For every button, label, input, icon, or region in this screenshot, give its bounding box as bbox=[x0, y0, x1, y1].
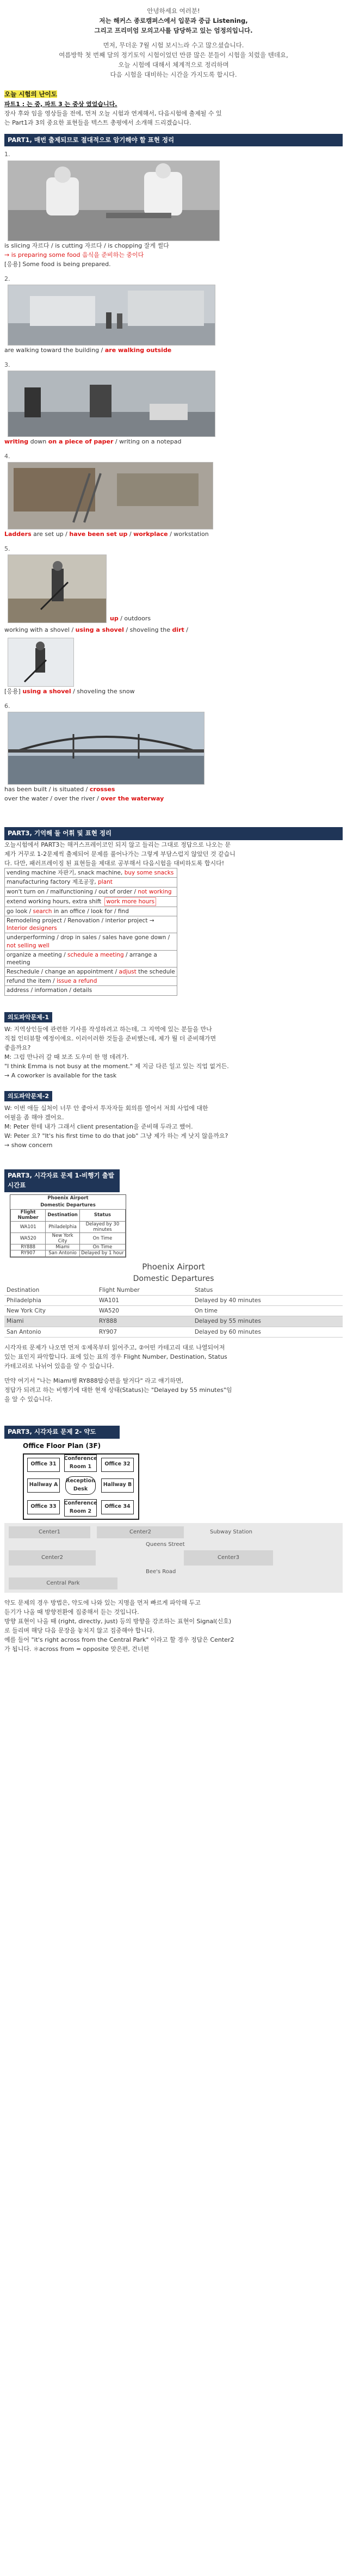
vocab-text: extend working hours, extra shift bbox=[7, 898, 102, 905]
small-flight-title: Phoenix Airport bbox=[47, 1195, 89, 1201]
dialog-line: W: Peter 요? "It's his first time to do that job" 그냥 제가 하는 게 낫지 않을까요? bbox=[4, 1132, 228, 1140]
floor-plan bbox=[23, 1453, 139, 1520]
dialog-answer: → show concern bbox=[4, 1142, 53, 1149]
flight-row bbox=[4, 1306, 343, 1316]
vocab-highlight: adjust bbox=[119, 969, 137, 976]
vocab-cell bbox=[5, 887, 177, 896]
dialog-line: W: 지역상인들에 관련한 기사를 작성하려고 하는데, 그 지역에 있는 분들을 만나 bbox=[4, 1025, 212, 1033]
flight-cell: RY888 bbox=[97, 1316, 193, 1327]
intro-line: 여름방학 첫 번째 달의 정기토익 시험이었던 만큼 많은 분들이 시험을 치렀을 텐데요, bbox=[59, 51, 288, 59]
item-text bbox=[4, 785, 343, 794]
expl-line: 정답가 되려고 하는 비행기에 대한 현재 상태(Status)는 "Delayed by 55 minutes"임 bbox=[4, 1386, 232, 1394]
text-highlight: using a shovel bbox=[75, 626, 124, 633]
vocab-row bbox=[5, 967, 177, 977]
expl-line: 만약 여기서 "나는 Miami행 RY888탑승편을 탈거다" 라고 얘기하면, bbox=[4, 1377, 183, 1385]
flight-header-row bbox=[4, 1285, 343, 1296]
big-flight-grid bbox=[4, 1285, 343, 1338]
map-street-bees-road: Bee's Road bbox=[146, 1568, 176, 1575]
text-highlight: writing bbox=[4, 437, 29, 445]
intro-line: 저는 해커스 종로캠퍼스에서 입문과 중급 Listening, bbox=[99, 16, 248, 24]
intro-line: 그리고 프리미엄 모의고사를 담당하고 있는 엄정의입니다. bbox=[94, 26, 253, 34]
vocab-row bbox=[5, 896, 177, 907]
part3-intro: 다. 다만, 패러프레이징 된 표현들을 제대로 공부해서 다음시험을 대비하도록 합시다! bbox=[4, 860, 225, 867]
text-plain: / outdoors bbox=[118, 614, 151, 622]
vocab-row bbox=[5, 933, 177, 950]
vocab-row bbox=[5, 950, 177, 967]
intro-line: 오늘 시험에 대해서 체계적으로 정리하며 bbox=[118, 61, 229, 69]
dialog-line: M: Peter 한테 내가 그래서 client presentation을 준비해 두라고 했어. bbox=[4, 1123, 193, 1131]
room-conference-1: Conference Room 1 bbox=[64, 1455, 97, 1472]
text-plain: are walking toward the building / bbox=[4, 346, 105, 354]
text-plain: has been built / is situated / bbox=[4, 786, 90, 793]
flight-cell: Miami bbox=[4, 1316, 97, 1327]
small-flight-row bbox=[11, 1244, 126, 1250]
vocab-highlight: Interior designers bbox=[7, 925, 57, 932]
vocab-text: in an office / look for / find bbox=[52, 908, 129, 915]
flight-cell: Delayed by 60 minutes bbox=[193, 1327, 343, 1337]
street-map bbox=[4, 1523, 343, 1593]
flight-row bbox=[4, 1295, 343, 1305]
small-flight-row bbox=[11, 1250, 126, 1256]
item-note bbox=[4, 687, 343, 696]
table-explanation bbox=[4, 1343, 343, 1404]
expl-line: 방향 표현이 나올 때 (right, directly, just) 등의 방향을 강조하는 표현이 Signal(신호) bbox=[4, 1617, 232, 1625]
vocab-highlight: work more hours bbox=[104, 897, 156, 906]
table-section-header: PART3, 시각자료 문제 1-비행기 출발시간표 bbox=[4, 1169, 120, 1192]
item-number: 3. bbox=[4, 361, 10, 368]
photo-bridge bbox=[8, 712, 205, 785]
photo-chef-slicing bbox=[8, 161, 220, 241]
text-plain: over the water / over the river / bbox=[4, 795, 101, 803]
room-office-32: Office 32 bbox=[101, 1458, 134, 1472]
flight-cell: New York City bbox=[4, 1306, 97, 1316]
photo-people-walking bbox=[8, 285, 215, 346]
item-number: 4. bbox=[4, 452, 10, 460]
vocab-highlight: plant bbox=[98, 879, 113, 886]
q1-section bbox=[4, 1009, 343, 1080]
item-text: is slicing 자르다 / is cutting 자르다 / is chopping 잘게 썰다 bbox=[4, 242, 169, 249]
text-highlight: over the waterway bbox=[101, 795, 164, 803]
item-text bbox=[4, 346, 343, 355]
flight-cell: Flight Number bbox=[97, 1285, 193, 1296]
small-flight-subtitle: Domestic Departures bbox=[40, 1202, 96, 1208]
vocab-row bbox=[5, 907, 177, 916]
vocab-text: Reschedule / change an appointment / bbox=[7, 969, 119, 976]
dialog-line: 좋을까요? bbox=[4, 1044, 31, 1051]
vocab-text: manufacturing factory 제조공장, bbox=[7, 879, 98, 886]
room-office-33: Office 33 bbox=[27, 1500, 60, 1514]
dialog-line: W: 이번 애들 십처이 너무 안 좋아서 투자자들 회의를 열어서 저희 사업에 대한 bbox=[4, 1104, 208, 1112]
flight-cell: Philadelphia bbox=[4, 1295, 97, 1305]
small-flight-cell: Destination bbox=[46, 1210, 79, 1221]
item-text bbox=[4, 794, 343, 803]
vocab-cell bbox=[5, 878, 177, 887]
item5-row bbox=[4, 554, 343, 623]
floor-section-header: PART3, 시각자료 문제 2- 약도 bbox=[4, 1426, 120, 1439]
vocab-text: go look / bbox=[7, 908, 33, 915]
item-note: [응용] Some food is being prepared. bbox=[4, 260, 111, 268]
dialog-line: "I think Emma is not busy at the moment." 제 지금 다른 일고 있는 직업 없거든. bbox=[4, 1062, 229, 1070]
vocab-row bbox=[5, 916, 177, 933]
text-plain: / shoveling the snow bbox=[71, 688, 135, 695]
small-flight-cell: New York City bbox=[46, 1232, 79, 1244]
vocab-table bbox=[4, 868, 177, 995]
expl-line: 가 됩니다. ＊across from = opposite 맞은편, 건너편 bbox=[4, 1645, 150, 1653]
item-number: 2. bbox=[4, 275, 10, 282]
flight-cell: Delayed by 40 minutes bbox=[193, 1295, 343, 1305]
vocab-highlight: search bbox=[33, 908, 52, 915]
small-flight-cell: On Time bbox=[79, 1232, 125, 1244]
text-plain: / bbox=[127, 530, 134, 538]
item-number: 1. bbox=[4, 151, 10, 158]
expl-line: 로 들리며 해당 다음 문장을 놓치지 않고 집중해야 합니다. bbox=[4, 1626, 154, 1634]
small-flight-grid bbox=[10, 1209, 126, 1257]
item-number: 5. bbox=[4, 545, 10, 552]
difficulty-line bbox=[4, 100, 343, 109]
part1-header: PART1, 매번 출제되므로 절대적으로 암기해야 할 표현 정리 bbox=[4, 134, 343, 147]
small-flight-cell: Delayed by 1 hour bbox=[79, 1250, 125, 1256]
small-flight-cell: Status bbox=[79, 1210, 125, 1221]
text-plain: are set up / bbox=[31, 530, 70, 538]
photo-ladders bbox=[8, 462, 213, 529]
vocab-row bbox=[5, 977, 177, 986]
room-conference-2: Conference Room 2 bbox=[64, 1499, 97, 1517]
vocab-cell bbox=[5, 933, 177, 950]
vocab-cell bbox=[5, 967, 177, 977]
flight-cell: WA101 bbox=[97, 1295, 193, 1305]
q2-dialog bbox=[4, 1104, 343, 1150]
q1-tag: 의도파악문제-1 bbox=[4, 1012, 52, 1022]
room-office-31: Office 31 bbox=[27, 1458, 60, 1472]
vocab-cell bbox=[5, 986, 177, 995]
text-highlight: are walking outside bbox=[104, 346, 172, 354]
item-text bbox=[4, 529, 343, 539]
summary-body: 는 Part1과 3의 중요한 표현들을 텍스트 총평에서 소개해 드리겠습니다. bbox=[4, 119, 191, 126]
vocab-highlight: schedule a meeting bbox=[67, 951, 124, 958]
expl-line: 듣기가 나올 때 방향전환에 집중해서 듣는 것입니다. bbox=[4, 1608, 139, 1616]
dialog-line: 어필을 좀 해야 겠어요. bbox=[4, 1113, 64, 1121]
item-text bbox=[4, 437, 343, 446]
expl-line: 약도 문제의 경우 방법은, 약도에 나와 있는 지명을 먼저 빠르게 파악해 두고 bbox=[4, 1599, 201, 1606]
small-flight-cell: Miami bbox=[46, 1244, 79, 1250]
text-highlight: workplace bbox=[133, 530, 168, 538]
item-side-text bbox=[110, 614, 151, 623]
flight-row bbox=[4, 1327, 343, 1337]
flight-cell: Status bbox=[193, 1285, 343, 1296]
expl-line: 시각자료 문제가 나오면 먼저 ①제목부터 읽어주고, ②어떤 카테고리 대로 나열되어져 bbox=[4, 1344, 225, 1351]
vocab-cell bbox=[5, 916, 177, 933]
vocab-text: organize a meeting / bbox=[7, 951, 68, 958]
vocab-text: Remodeling project / Renovation / interior project → bbox=[7, 917, 154, 925]
vocab-text: underperforming / drop in sales / sales have gone down / bbox=[7, 934, 170, 941]
small-flight-cell: RY907 bbox=[11, 1250, 46, 1256]
text-highlight: using a shovel bbox=[22, 688, 71, 695]
vocab-highlight: issue a refund bbox=[57, 978, 97, 985]
map-block-center3: Center3 bbox=[184, 1550, 273, 1566]
small-flight-cell: Philadelphia bbox=[46, 1221, 79, 1232]
small-flight-header-row bbox=[11, 1210, 126, 1221]
vocab-cell bbox=[5, 950, 177, 967]
q1-dialog bbox=[4, 1025, 343, 1080]
expl-line: 있는 표인지 파악합니다. 표에 있는 표의 경우 Flight Number, Destination, Status bbox=[4, 1353, 227, 1360]
vocab-cell bbox=[5, 896, 177, 907]
vocab-row bbox=[5, 887, 177, 896]
vocab-text: the schedule bbox=[136, 969, 175, 976]
vocab-text: won't turn on / malfunctioning / out of order / bbox=[7, 888, 138, 895]
hallway-a: Hallway A bbox=[27, 1478, 60, 1493]
small-flight-row bbox=[11, 1221, 126, 1232]
vocab-text: refund the item / bbox=[7, 978, 57, 985]
text-highlight: dirt bbox=[172, 626, 184, 633]
flight-cell: Destination bbox=[4, 1285, 97, 1296]
text-plain: / shoveling the bbox=[123, 626, 172, 633]
text-plain: down bbox=[28, 437, 48, 445]
expl-line: 카테고리로 나뉘어 있음을 알 수 있습니다. bbox=[4, 1363, 114, 1370]
vocab-text: vending machine 자판기, snack machine, bbox=[7, 870, 125, 877]
part3-header: PART3, 기억해 둘 어휘 및 표현 정리 bbox=[4, 827, 343, 840]
vocab-row bbox=[5, 868, 177, 878]
hallway-b: Hallway B bbox=[101, 1478, 134, 1493]
map-block-center2: Center2 bbox=[9, 1550, 96, 1566]
text-plain: / bbox=[184, 626, 189, 633]
summary-section bbox=[4, 90, 343, 127]
map-street-queens: Queens Street bbox=[146, 1541, 185, 1548]
q2-section bbox=[4, 1088, 343, 1150]
item-text bbox=[4, 625, 343, 634]
small-flight-cell: On Time bbox=[79, 1244, 125, 1250]
photo-writing bbox=[8, 371, 215, 437]
intro-line: 다음 시험을 대비하는 시간을 가지도록 합시다. bbox=[110, 70, 237, 78]
part3-intro: 제가 거꾸로 1-2문제씩 출제되어 문제를 풀어나가는 그렇게 부담스럽지 않았던 것 같습니 bbox=[4, 851, 236, 858]
expl-line: 을 알 수 있습니다. bbox=[4, 1396, 53, 1403]
map-block-central-park: Central Park bbox=[9, 1577, 117, 1589]
intro-line: 안녕하세요 여러분! bbox=[147, 7, 200, 15]
vocab-highlight: not selling well bbox=[7, 942, 49, 949]
expl-line: 예를 들어 "it's right across from the Central Park" 이라고 할 경우 정답은 Center2 bbox=[4, 1636, 234, 1643]
vocab-row bbox=[5, 986, 177, 995]
big-flight-table bbox=[4, 1261, 343, 1338]
photo-shovel bbox=[8, 554, 107, 623]
difficulty-level: 는 중, 파트 3 는 중상 였었습니다. bbox=[26, 100, 117, 108]
text-highlight: Ladders bbox=[4, 530, 32, 538]
small-flight-row bbox=[11, 1232, 126, 1244]
dialog-line: 직접 인터뷰할 예정이에요. 이러이러한 것들을 준비했는데, 제가 뭘 더 준비해가면 bbox=[4, 1034, 216, 1042]
text-plain: [응용] bbox=[4, 688, 23, 695]
floor-plan-title: Office Floor Plan (3F) bbox=[23, 1442, 101, 1450]
text-highlight: up bbox=[110, 614, 119, 622]
reception-desk: Reception Desk bbox=[65, 1476, 96, 1495]
dialog-line: M: 그럼 만나러 갈 때 보조 도우미 한 명 데려가. bbox=[4, 1053, 129, 1061]
room-office-34: Office 34 bbox=[101, 1500, 134, 1514]
vocab-text: / arrange a meeting bbox=[7, 951, 157, 966]
item-number: 6. bbox=[4, 702, 10, 710]
vocab-cell bbox=[5, 868, 177, 878]
text-highlight: crosses bbox=[89, 786, 115, 793]
big-flight-subtitle: Domestic Departures bbox=[133, 1274, 214, 1283]
text-highlight: have been set up bbox=[69, 530, 128, 538]
summary-body: 장사 후와 임을 영상들을 전에, 먼저 오늘 시험과 연계해서, 다음시험에 출제될 수 있 bbox=[4, 109, 222, 117]
flight-cell: RY907 bbox=[97, 1327, 193, 1337]
flight-cell: On time bbox=[193, 1306, 343, 1316]
small-flight-cell: WA520 bbox=[11, 1232, 46, 1244]
flight-cell: WA520 bbox=[97, 1306, 193, 1316]
flight-row bbox=[4, 1316, 343, 1327]
difficulty-part: 파트1 : bbox=[4, 100, 25, 108]
small-flight-cell: RY888 bbox=[11, 1244, 46, 1250]
small-flight-cell: Delayed by 30 minutes bbox=[79, 1221, 125, 1232]
text-highlight: on a piece of paper bbox=[48, 437, 114, 445]
map-block-center1: Center1 bbox=[9, 1526, 90, 1538]
flight-cell: Delayed by 55 minutes bbox=[193, 1316, 343, 1327]
flight-cell: San Antonio bbox=[4, 1327, 97, 1337]
intro-line: 먼저, 무더운 7월 시험 보시느라 수고 많으셨습니다. bbox=[103, 41, 244, 50]
vocab-text: address / information / details bbox=[7, 987, 92, 994]
text-plain: working with a shovel / bbox=[4, 626, 76, 633]
map-block-center2-top: Center2 bbox=[97, 1526, 184, 1538]
text-plain: / workstation bbox=[168, 530, 209, 538]
vocab-cell bbox=[5, 907, 177, 916]
dialog-answer: → A coworker is available for the task bbox=[4, 1071, 117, 1079]
photo-snow-shovel bbox=[8, 638, 74, 687]
vocab-highlight: buy some snacks bbox=[124, 870, 174, 877]
big-flight-title: Phoenix Airport bbox=[142, 1261, 205, 1272]
small-flight-cell: San Antonio bbox=[46, 1250, 79, 1256]
floor-explanation bbox=[4, 1598, 343, 1654]
intro bbox=[0, 0, 347, 80]
map-subway-station: Subway Station bbox=[190, 1526, 272, 1538]
text-plain: / writing on a notepad bbox=[113, 437, 182, 445]
part3-intro: 오늘시험에서 PART3는 해커스프레이코인 되지 않고 들리는 그대로 정답으로 나오는 문 bbox=[4, 841, 231, 849]
small-flight-cell: WA101 bbox=[11, 1221, 46, 1232]
vocab-cell bbox=[5, 977, 177, 986]
summary-title: 오늘 시험의 난이도 bbox=[4, 90, 57, 98]
q2-tag: 의도파악문제-2 bbox=[4, 1091, 52, 1101]
vocab-row bbox=[5, 878, 177, 887]
small-flight-table bbox=[10, 1194, 126, 1258]
item-arrow: → is preparing some food 음식을 준비하는 중이다 bbox=[4, 251, 144, 258]
vocab-highlight: not working bbox=[138, 888, 172, 895]
small-flight-cell: Flight Number bbox=[11, 1210, 46, 1221]
